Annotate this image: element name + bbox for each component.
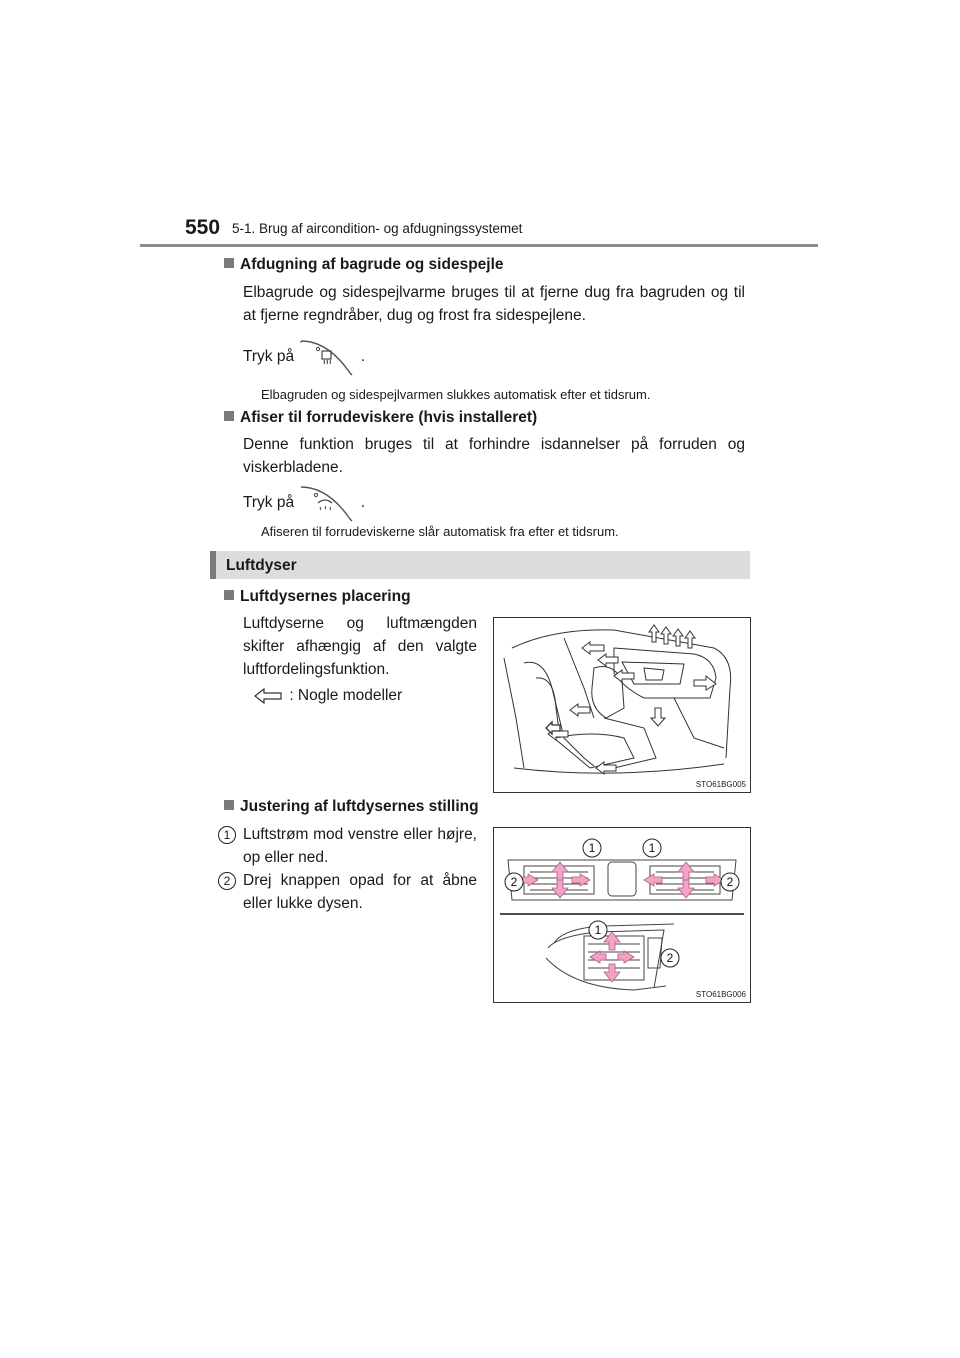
- section-heading-bar: [210, 551, 216, 579]
- figure-label: 2: [666, 951, 674, 965]
- vent-adjust-item-1: Luftstrøm mod venstre eller højre, op eller ned.: [243, 826, 477, 866]
- wiper-deicer-heading: Afiser til forrudeviskere (hvis installeret): [224, 409, 537, 427]
- figure-label: 1: [648, 841, 656, 855]
- item-number-1: [218, 826, 236, 844]
- bullet-square-icon: [224, 258, 234, 268]
- circled-number: 1: [218, 826, 236, 844]
- section-heading-box: [210, 551, 750, 579]
- vent-legend: : Nogle modeller: [253, 684, 402, 706]
- figure-label: 2: [726, 875, 734, 889]
- figure-label: 1: [588, 841, 596, 855]
- figure-code: STO61BG005: [695, 780, 746, 789]
- rear-defog-note: Elbagruden og sidespejlvarmen slukkes automatisk efter et tidsrum.: [261, 387, 651, 402]
- wiper-deicer-note: Afiseren til forrudeviskerne slår automatisk fra efter et tidsrum.: [261, 524, 619, 539]
- rear-defogger-icon: [298, 337, 356, 377]
- vent-adjust-item-2: Drej knappen opad for at åbne eller lukke dysen.: [243, 872, 477, 912]
- bullet-square-icon: [224, 800, 234, 810]
- figure-code: STO61BG006: [695, 990, 746, 999]
- vent-location-figure: [493, 617, 751, 793]
- chapter-title: 5-1. Brug af aircondition- og afdugningssystemet: [232, 221, 523, 236]
- wiper-deicer-press: Tryk på .: [243, 483, 365, 523]
- header-rule: [140, 244, 818, 247]
- rear-defog-press: Tryk på .: [243, 337, 365, 377]
- cabin-illustration: [494, 618, 750, 792]
- section-heading-title: Luftdyser: [226, 557, 297, 574]
- item-number-2: [218, 872, 236, 890]
- bullet-square-icon: [224, 590, 234, 600]
- page-number: 550: [185, 216, 221, 239]
- circled-number: 2: [218, 872, 236, 890]
- bullet-square-icon: [224, 411, 234, 421]
- outline-arrow-icon: [253, 687, 283, 705]
- vent-illustration: [494, 828, 750, 1002]
- rear-defog-heading: Afdugning af bagrude og sidespejle: [224, 256, 504, 274]
- rear-defog-text: Elbagrude og sidespejlvarme bruges til at fjerne dug fra bagruden og til at fjerne regndråber, dug og frost fra sidespejlene.: [243, 284, 745, 324]
- vent-location-text: Luftdyserne og luftmængden skifter afhængig af den valgte luftfordelingsfunktion.: [243, 615, 477, 678]
- vent-adjust-heading: Justering af luftdysernes stilling: [224, 798, 479, 816]
- figure-label: 2: [510, 875, 518, 889]
- figure-label: 1: [594, 923, 602, 937]
- vent-location-heading: Luftdysernes placering: [224, 588, 411, 606]
- wiper-deicer-text: Denne funktion bruges til at forhindre isdannelser på forruden og viskerbladene.: [243, 436, 745, 476]
- vent-adjust-figure: [493, 827, 751, 1003]
- wiper-deicer-icon: [298, 483, 356, 523]
